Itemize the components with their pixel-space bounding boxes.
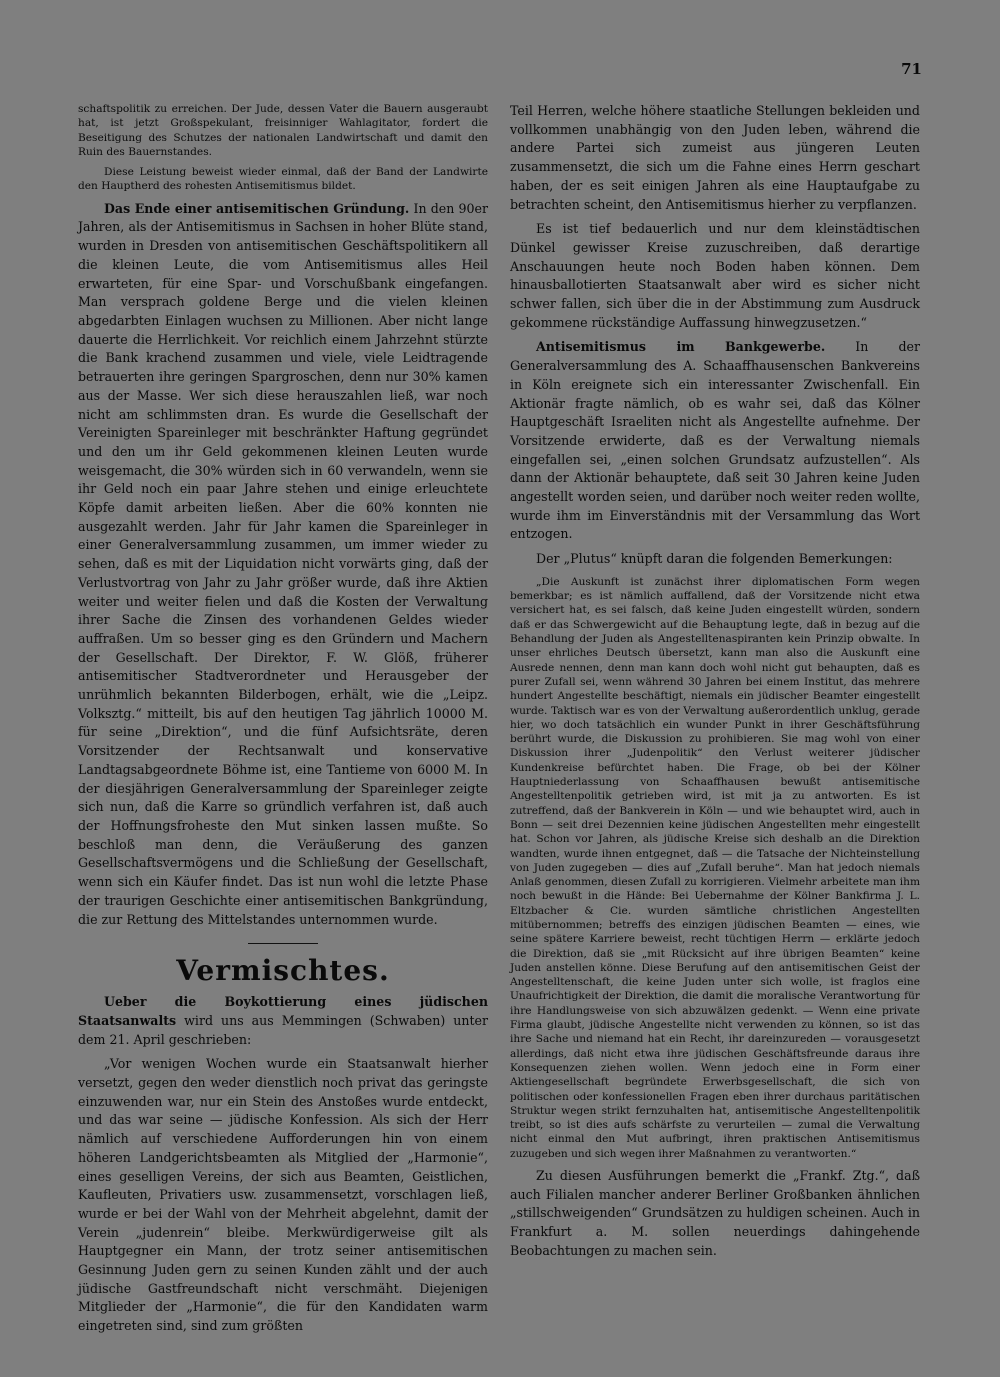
article-memmingen: [78, 993, 488, 1049]
right-paragraph-2: Es ist tief bedauerlich und nur dem kleinstädtischen Dünkel gewisser Kreise zuzuschreiben, daß derartige Anschauungen heute noch Boden haben können. Dem hinausballotierten Staatsanwalt aber wird es sicher nicht schwer fallen, sich über die in der Abstimmung zum Ausdruck gekommene rückständige Auffassung hinwegzusetzen.“: [510, 221, 920, 330]
right-paragraph-plutus: Der „Plutus“ knüpft daran die folgenden Bemerkungen:: [536, 551, 893, 567]
article-body: In der Generalversammlung des A. Schaaffhausenschen Bankvereins in Köln ereignete sich ein interessanter Zwischenfall. Ein Aktionär fragte nämlich, ob es wahr sei, daß das Kölner Hauptgeschäft Israeliten nicht als Angestellte aufnehme. Der Vorsitzende erwiderte, daß es der Verwaltung niemals eingefallen sei, „einen solchen Grundsatz aufzustellen“. Als dann der Aktionär behauptete, daß seit 30 Jahren keine Juden angestellt worden seien, und darüber noch weiter reden wollte, wurde ihm im Einverständnis mit der Versammlung das Wort entzogen.: [510, 339, 920, 542]
article-glöß-bank: [78, 200, 488, 929]
section-title: Vermischtes.: [176, 954, 390, 988]
article-heading: Das Ende einer antisemitischen Gründung.: [104, 200, 410, 216]
left-column: [78, 102, 488, 1342]
section-divider: [248, 943, 318, 944]
page-number: 71: [901, 60, 922, 78]
article-heading: Antisemitismus im Bankgewerbe.: [536, 339, 826, 355]
right-paragraph-quote: „Die Auskunft ist zunächst ihrer diplomatischen Form wegen bemerkbar; es ist nämlich auffallend, daß der Vorsitzende nicht etwa versichert hat, es sei falsch, daß keine Juden eingestellt würden, sondern daß er das Schwergewicht auf die Behauptung legte, daß in bezug auf die Behandlung der Juden als Angestelltenaspiranten kein Prinzip obwalte. In unser ehrliches Deutsch übersetzt, kann man also die Auskunft eine Ausrede nennen, denn man kann doch wohl nicht gut behaupten, daß es purer Zufall sei, wenn während 30 Jahren bei einem Institut, das mehrere hundert Angestellte beschäftigt, niemals ein jüdischer Beamter eingestellt wurde. Taktisch war es von der Verwaltung außerordentlich unklug, gerade hier, wo doch tatsächlich ein wunder Punkt in ihrer Geschäftsführung berührt wurde, die Diskussion zu prohibieren. Sie mag wohl von einer Diskussion ihrer „Judenpolitik“ den Verlust weiterer jüdischer Kundenkreise befürchtet haben. Die Frage, ob bei der Kölner Hauptniederlassung von Schaaffhausen bewußt antisemitische Angestelltenpolitik getrieben wird, ist mit ja zu antworten. Es ist zutreffend, daß der Bankverein in Köln — und wie behauptet wird, auch in Bonn — seit drei Dezennien keine jüdischen Angestellten mehr eingestellt hat. Schon vor Jahren, als jüdische Kreise sich deshalb an die Direktion wandten, wurde ihnen entgegnet, daß — die Tatsache der Nichteinstellung von Juden zugegeben — dies auf „Zufall beruhe“. Man hat jedoch niemals Anlaß genommen, diesen Zufall zu korrigieren. Vielmehr arbeitete man ihm noch bewußt in die Hände: Bei Uebernahme der Kölner Bankfirma J. L. Eltzbacher & Cie. wurden sämtliche christlichen Angestellten mitübernommen; betreffs des einzigen jüdischen Beamten — eines, wie seine spätere Karriere beweist, recht tüchtigen Herrn — erklärte jedoch die Direktion, daß sie „mit Rücksicht auf ihre übrigen Beamten“ keine Juden anstellen könne. Diese Berufung auf den antisemitischen Geist der Angestelltenschaft, die keine Juden unter sich wolle, ist fraglos eine Unaufrichtigkeit der Direktion, die damit die moralische Verantwortung für ihre Handlungsweise von sich abzuwälzen gedenkt. — Wenn eine private Firma glaubt, jüdische Angestellte nicht verwenden zu können, so ist das ihre Sache und niemand hat ein Recht, ihr dareinzureden — vorausgesetzt allerdings, daß nicht etwa ihre jüdischen Geschäftsfreunde daraus ihre Konsequenzen ziehen wollen. Wenn jedoch eine in Form einer Aktiengesellschaft begründete Erwerbsgesellschaft, die sich von politischen oder konfessionellen Fragen eben ihrer durchaus paritätischen Struktur wegen strikt fernzuhalten hat, antisemitische Angestelltenpolitik treibt, so ist dies aufs schärfste zu verurteilen — zumal die Verwaltung nicht einmal den Mut aufbringt, ihren praktischen Antisemitismus zuzugeben und sich wegen ihrer Maßnahmen zu verantworten.“: [510, 575, 920, 1160]
article-bankgewerbe: [510, 338, 920, 544]
right-column: [510, 102, 920, 1267]
right-paragraph-final: Zu diesen Ausführungen bemerkt die „Frankf. Ztg.“, daß auch Filialen mancher anderer Berliner Großbanken ähnlichen „stillschweigenden“ Grundsätzen zu huldigen scheinen. Auch in Frankfurt a. M. sollen neuerdings dahingehende Beobachtungen zu machen sein.: [510, 1168, 920, 1258]
right-paragraph-1: Teil Herren, welche höhere staatliche Stellungen bekleiden und vollkommen unabhängig von den Juden leben, während die andere Partei sich zumeist aus jüngeren Leuten zusammensetzt, die sich um die Fahne eines Herrn geschart haben, der es seit einigen Jahren als eine Hauptaufgabe zu betrachten scheint, den Antisemitismus hierher zu verpflanzen.: [510, 103, 920, 212]
article-body: In den 90er Jahren, als der Antisemitismus in Sachsen in hoher Blüte stand, wurden in Dresden von antisemitischen Geschäftspolitikern all die kleinen Leute, die vom Antisemitismus alles Heil erwarteten, für eine Spar- und Vorschußbank eingefangen. Man versprach goldene Berge und die vielen kleinen abgedarbten Einlagen wuchsen zu Millionen. Aber nicht lange dauerte die Herrlichkeit. Vor reichlich einem Jahrzehnt stürzte die Bank krachend zusammen und viele, viele Leidtragende betrauerten ihre geringen Spargroschen, denn nur 30% kamen aus der Masse. Wer sich diese herauszahlen ließ, war noch nicht am schlimmsten dran. Es wurde die Gesellschaft der Vereinigten Spareinleger mit beschränkter Haftung gegründet und den um ihr Geld gekommenen kleinen Leuten wurde weisgemacht, die 30% würden sich in 60 verwandeln, wenn sie ihr Geld noch ein paar Jahre stehen und einige erleuchtete Köpfe damit arbeiten ließen. Aber die 60% konnten nie ausgezahlt werden. Jahr für Jahr kamen die Spareinleger in einer Generalversammlung zusammen, um immer wieder zu sehen, daß es mit der Liquidation nicht vorwärts ging, daß der Verlustvortrag von Jahr zu Jahr größer wurde, daß ihre Aktien weiter und weiter fielen und daß die Kosten der Verwaltung ihrer Sache die Zinsen des vorhandenen Geldes wieder auffraßen. Um so besser ging es den Gründern und Machern der Gesellschaft. Der Direktor, F. W. Glöß, früherer antisemitischer Stadtverordneter und Herausgeber der unrühmlich bekannten Bilderbogen, erhält, wie die „Leipz. Volksztg.“ mitteilt, bis auf den heutigen Tag jährlich 10000 M. für seine „Direktion“, und die fünf Aufsichtsräte, deren Vorsitzender der Rechtsanwalt und konservative Landtagsabgeordnete Böhme ist, eine Tantieme von 6000 M. In der diesjährigen Generalversammlung der Spareinleger zeigte sich nun, daß die Karre so gründlich verfahren ist, daß auch der Hoffnungsfroheste den Mut sinken lassen mußte. So beschloß man denn, die Veräußerung des ganzen Gesellschaftsvermögens und die Schließung der Gesellschaft, wenn sich ein Käufer findet. Das ist nun wohl die letzte Phase der traurigen Geschichte einer antisemitischen Bankgründung, die zur Rettung des Mittelstandes unternommen wurde.: [78, 200, 488, 927]
left-paragraph-quote: „Vor wenigen Wochen wurde ein Staatsanwalt hierher versetzt, gegen den weder dienstlich noch privat das geringste einzuwenden war, nur ein Stein des Anstoßes wurde entdeckt, und das war seine — jüdische Konfession. Als sich der Herr nämlich auf verschiedene Aufforderungen hin von einem höheren Landgerichtsbeamten als Mitglied der „Harmonie“, eines geselligen Vereins, der sich aus Beamten, Geistlichen, Kaufleuten, Privatiers usw. zusammensetzt, vorschlagen ließ, wurde er bei der Wahl von der Mehrheit abgelehnt, damit der Verein „judenrein“ bleibe. Merkwürdigerweise gilt als Hauptgegner ein Mann, der trotz seiner antisemitischen Gesinnung Juden gern zu seinen Kunden zählt und der auch jüdische Gastfreundschaft nicht verschmäht. Diejenigen Mitglieder der „Harmonie“, die für den Kandidaten warm eingetreten sind, sind zum größten: [78, 1056, 488, 1334]
article-heading: Ueber die Boykottierung eines jüdischen Staatsanwalts: [78, 994, 488, 1028]
left-paragraph-2: Diese Leistung beweist wieder einmal, daß der Band der Landwirte den Hauptherd des rohesten Antisemitismus bildet.: [78, 166, 488, 193]
left-paragraph-1: schaftspolitik zu erreichen. Der Jude, dessen Vater die Bauern ausgeraubt hat, ist jetzt Großspekulant, freisinniger Wahlagitator, fordert die Beseitigung des Schutzes der nationalen Landwirtschaft und damit den Ruin des Bauernstandes.: [78, 103, 488, 158]
article-body: wird uns aus Memmingen (Schwaben) unter dem 21. April geschrieben:: [78, 1012, 488, 1047]
